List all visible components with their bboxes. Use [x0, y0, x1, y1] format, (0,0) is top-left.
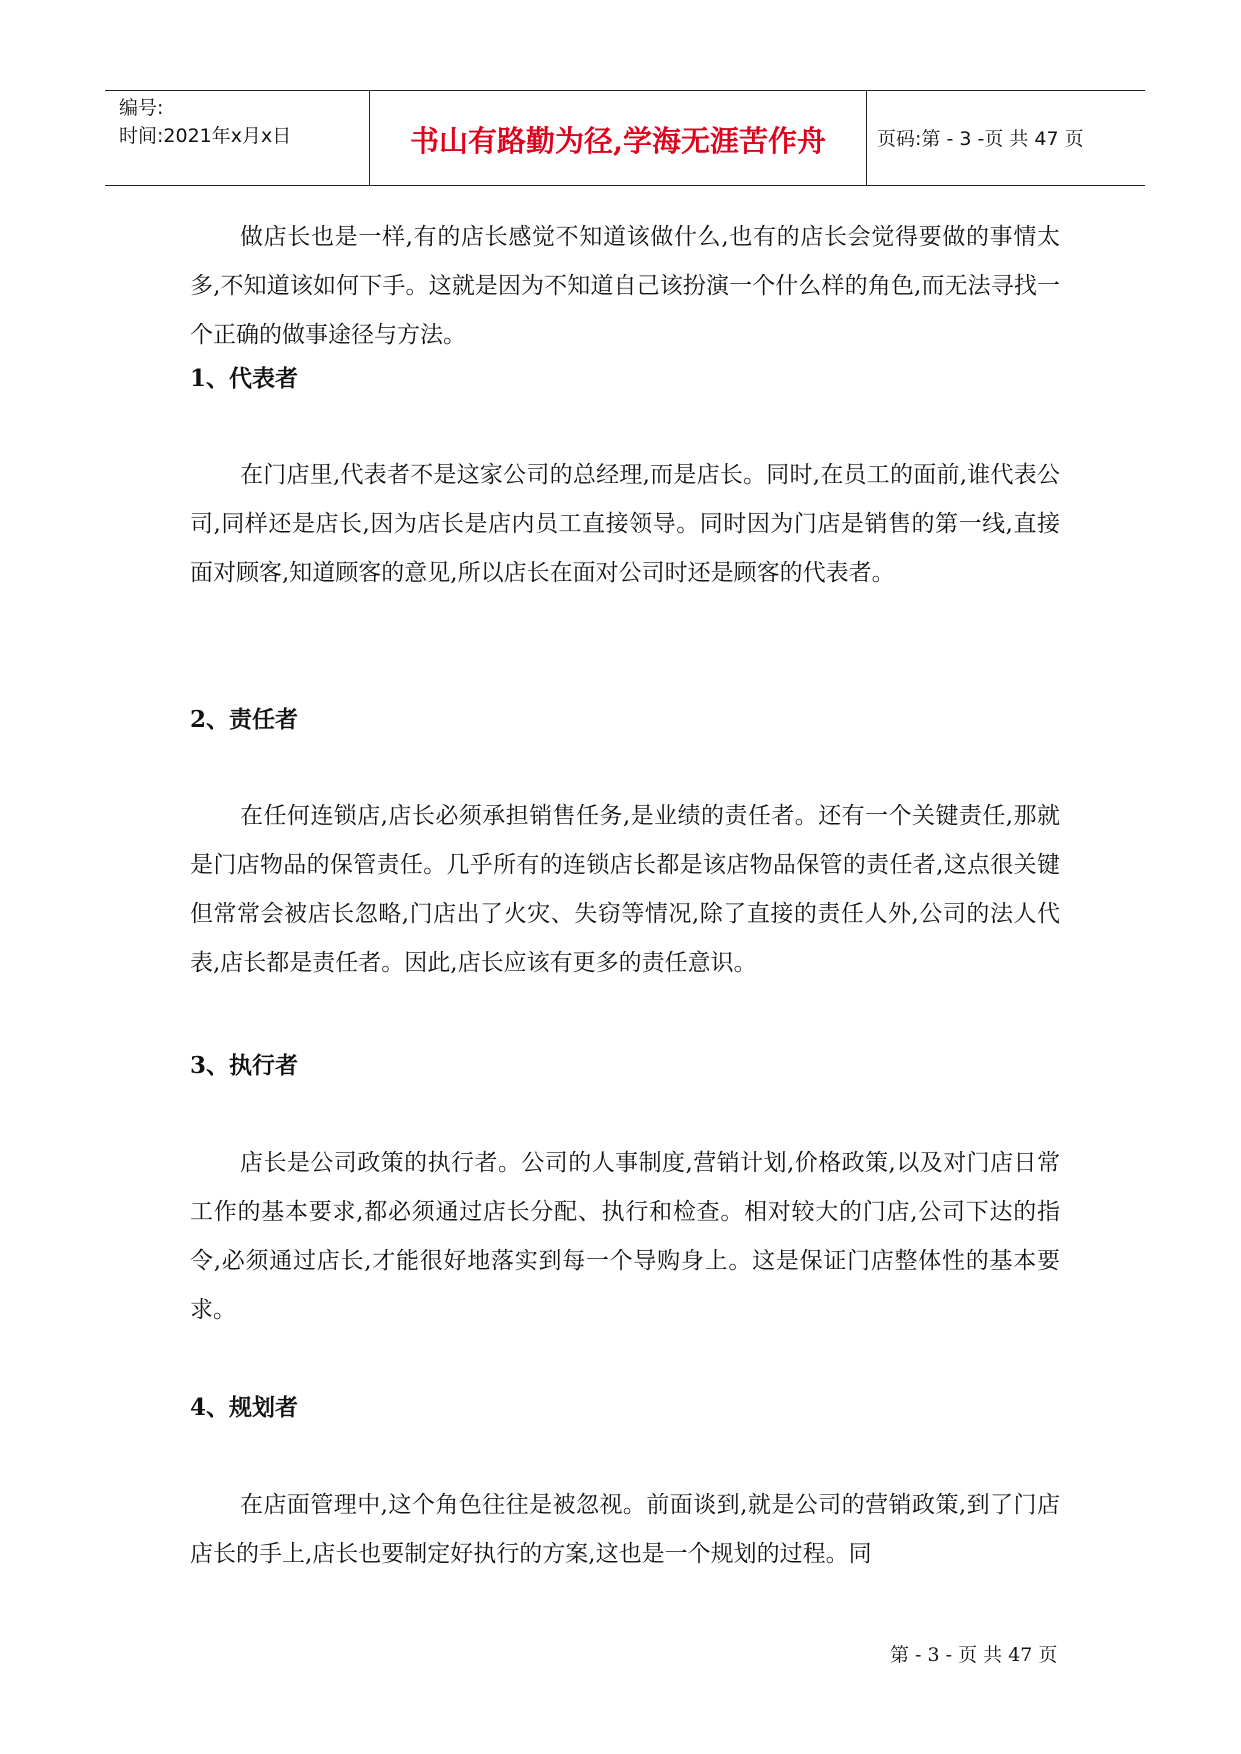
document-number-label: 编号: [119, 97, 164, 119]
section-paragraph-4: 在店面管理中,这个角色往往是被忽视。前面谈到,就是公司的营销政策,到了门店店长的手上,店长也要制定好执行的方案,这也是一个规划的过程。同 [190, 1492, 1060, 1567]
header-page-cell [867, 91, 1145, 185]
section-paragraph-1: 在门店里,代表者不是这家公司的总经理,而是店长。同时,在员工的面前,谁代表公司,同样还是店长,因为店长是店内员工直接领导。同时因为门店是销售的第一线,直接面对顾客,知道顾客的意见,所以店长在面对公司时还是顾客的代表者。 [190, 462, 1060, 586]
header-page-code: 页码:第 - 3 -页 共 47 页 [877, 128, 1084, 150]
section-heading-2: 2、责任者 [190, 706, 299, 733]
section-heading-1: 1、代表者 [190, 365, 299, 392]
section-paragraph-3: 店长是公司政策的执行者。公司的人事制度,营销计划,价格政策,以及对门店日常工作的基本要求,都必须通过店长分配、执行和检查。相对较大的门店,公司下达的指令,必须通过店长,才能很好地落实到每一个导购身上。这是保证门店整体性的基本要求。 [190, 1150, 1060, 1323]
section-heading-4: 4、规划者 [190, 1394, 299, 1421]
section-heading-3: 3、执行者 [190, 1052, 299, 1079]
section-paragraph-2: 在任何连锁店,店长必须承担销售任务,是业绩的责任者。还有一个关键责任,那就是门店物品的保管责任。几乎所有的连锁店长都是该店物品保管的责任者,这点很关键但常常会被店长忽略,门店出了火灾、失窃等情况,除了直接的责任人外,公司的法人代表,店长都是责任者。因此,店长应该有更多的责任意识。 [190, 803, 1060, 976]
footer-page-number: 第 - 3 - 页 共 47 页 [890, 1644, 1058, 1666]
intro-paragraph: 做店长也是一样,有的店长感觉不知道该做什么,也有的店长会觉得要做的事情太多,不知道该如何下手。这就是因为不知道自己该扮演一个什么样的角色,而无法寻找一个正确的做事途径与方法。 [190, 224, 1060, 348]
header-motto-cell [369, 91, 867, 185]
document-time-label: 时间:2021年x月x日 [119, 125, 292, 147]
header-table [105, 90, 1145, 186]
header-info-cell [105, 91, 367, 185]
header-motto: 书山有路勤为径,学海无涯苦作舟 [409, 124, 827, 158]
